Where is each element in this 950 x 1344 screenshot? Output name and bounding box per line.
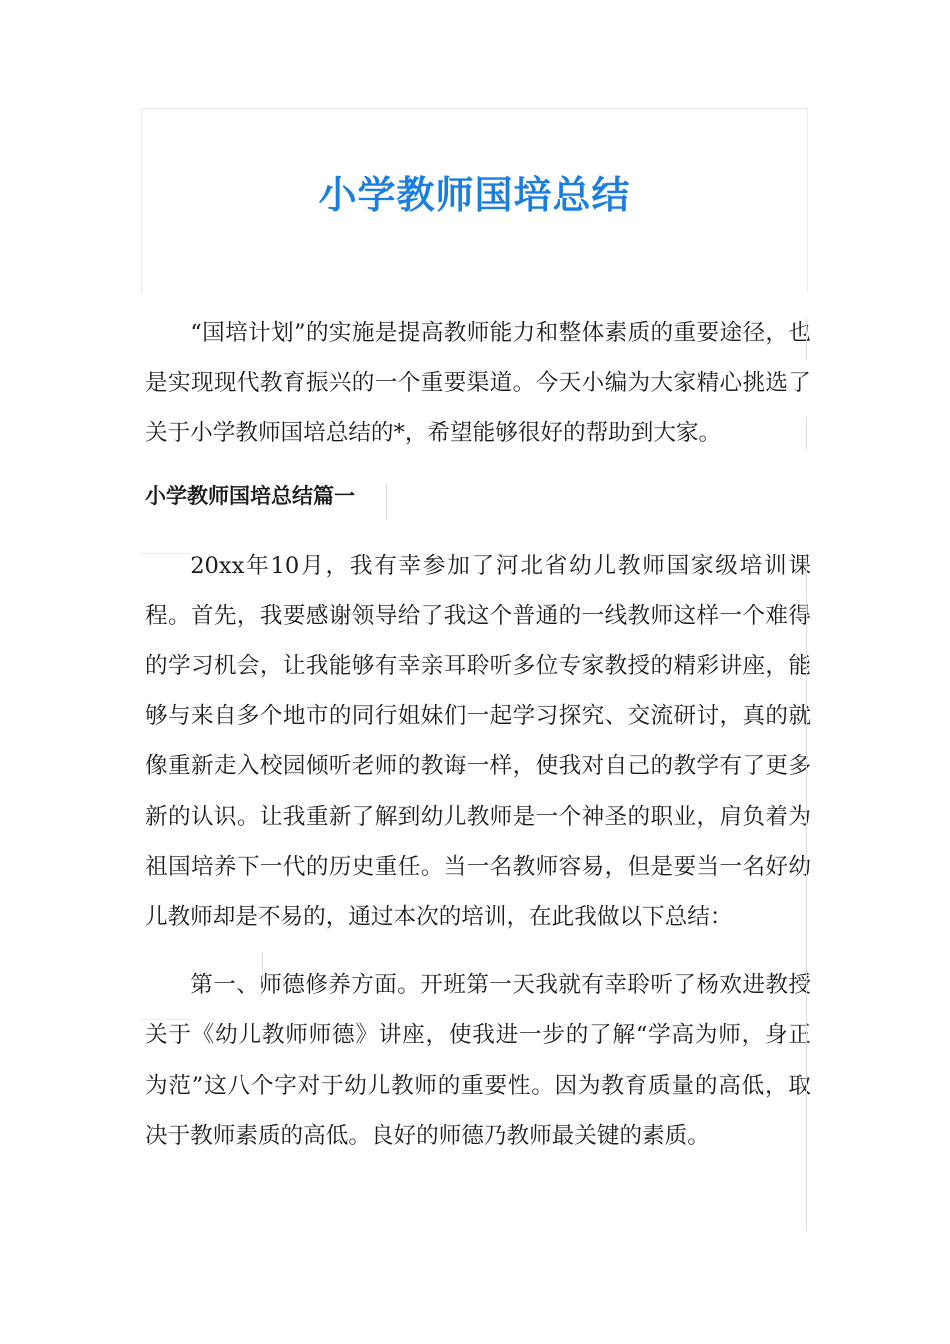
layout-guide-mark: [806, 556, 807, 598]
layout-guide-mark: [141, 553, 191, 554]
layout-guide-mark: [806, 318, 807, 360]
layout-guide-mark: [806, 600, 807, 1230]
title-frame: [141, 108, 808, 293]
layout-guide-mark: [806, 418, 807, 450]
layout-guide-mark: [386, 484, 387, 520]
section-heading: 小学教师国培总结篇一: [145, 483, 355, 508]
layout-guide-mark: [262, 952, 263, 982]
body-paragraph-1: 20xx年10月，我有幸参加了河北省幼儿教师国家级培训课程。首先，我要感谢领导给了我这个普通的一线教师这样一个难得的学习机会，让我能够有幸亲耳聆听多位专家教授的精彩讲座，能够与来自多个地市的同行姐妹们一起学习探究、交流研讨，真的就像重新走入校园倾听老师的教诲一样，使我对自己的教学有了更多新的认识。让我重新了解到幼儿教师是一个神圣的职业，肩负着为祖国培养下一代的历史重任。当一名教师容易，但是要当一名好幼儿教师却是不易的，通过本次的培训，在此我做以下总结：: [145, 552, 811, 931]
intro-paragraph: “国培计划”的实施是提高教师能力和整体素质的重要途径，也是实现现代教育振兴的一个重要渠道。今天小编为大家精心挑选了关于小学教师国培总结的*，希望能够很好的帮助到大家。: [145, 320, 811, 447]
layout-guide-mark: [141, 1019, 191, 1020]
document-title: 小学教师国培总结: [318, 173, 631, 217]
body-paragraph-2: 第一、师德修养方面。开班第一天我就有幸聆听了杨欢进教授关于《幼儿教师师德》讲座，使我进一步的了解“学高为师，身正为范”这八个字对于幼儿教师的重要性。因为教育质量的高低，取决于教师素质的高低。良好的师德乃教师最关键的素质。: [145, 972, 811, 1149]
document-body: [145, 308, 811, 1161]
